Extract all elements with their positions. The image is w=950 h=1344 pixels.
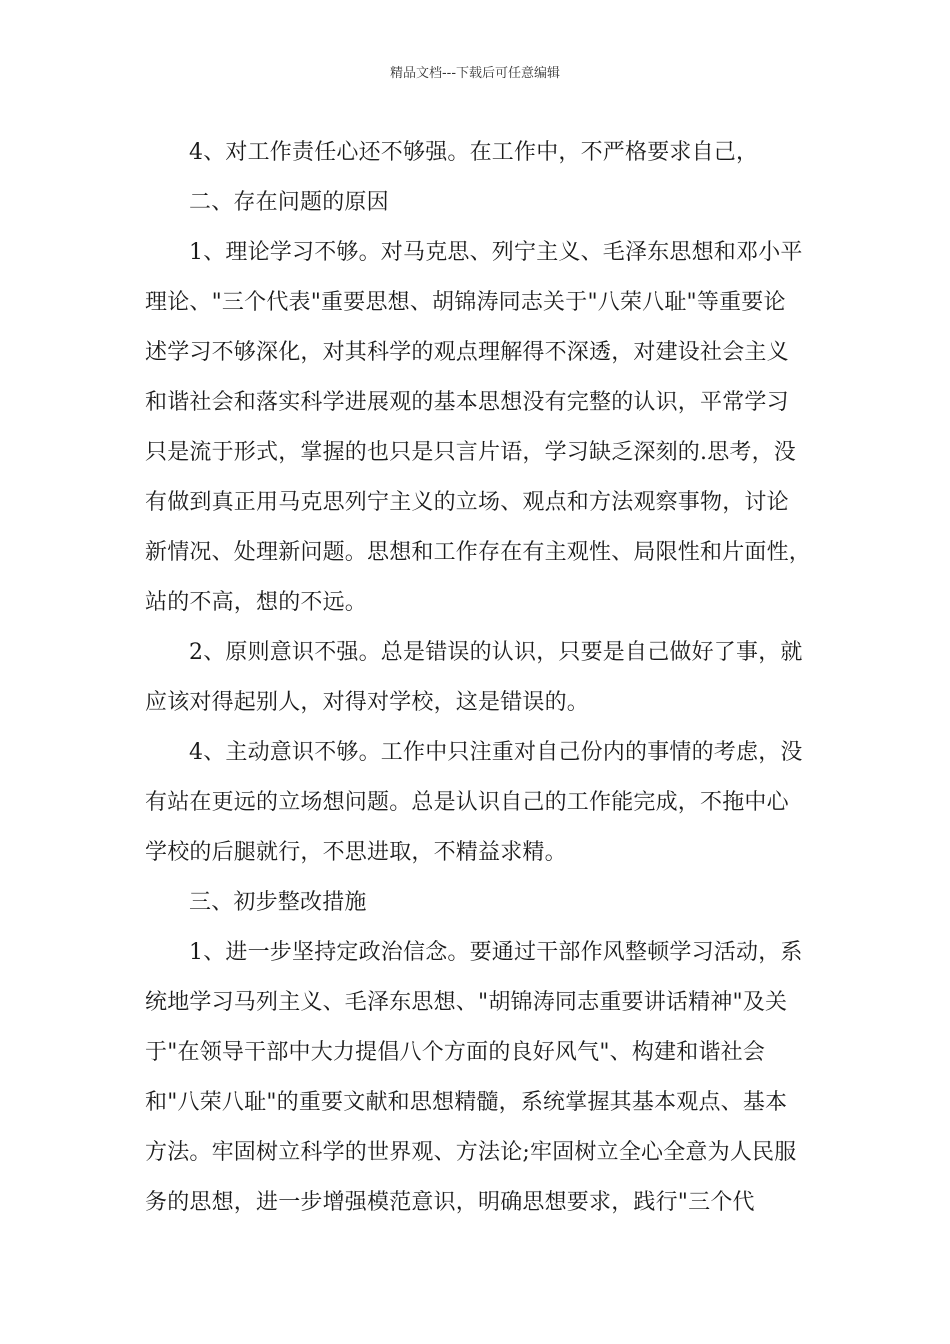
text-line: 只是流于形式，掌握的也只是只言片语，学习缺乏深刻的.思考，没 — [145, 440, 796, 465]
text-line: 有做到真正用马克思列宁主义的立场、观点和方法观察事物，讨论 — [145, 490, 789, 515]
text-line: 2、原则意识不强。总是错误的认识，只要是自己做好了事，就 — [189, 640, 803, 665]
page-header: 精品文档---下载后可任意编辑 — [389, 66, 561, 81]
text-line: 方法。牢固树立科学的世界观、方法论;牢固树立全心全意为人民服 — [145, 1140, 797, 1165]
text-line: 有站在更远的立场想问题。总是认识自己的工作能完成，不拖中心 — [145, 790, 789, 815]
section-heading: 二、存在问题的原因 — [189, 190, 389, 215]
document-body — [145, 128, 815, 1228]
text-line: 应该对得起别人，对得对学校，这是错误的。 — [145, 690, 590, 715]
text-line: 4、对工作责任心还不够强。在工作中，不严格要求自己， — [189, 140, 759, 165]
text-line: 务的思想，进一步增强模范意识，明确思想要求，践行"三个代 — [145, 1190, 755, 1215]
text-line: 1、进一步坚持定政治信念。要通过干部作风整顿学习活动，系 — [189, 940, 803, 965]
text-line: 和谐社会和落实科学进展观的基本思想没有完整的认识，平常学习 — [145, 390, 789, 415]
text-line: 4、主动意识不够。工作中只注重对自己份内的事情的考虑，没 — [189, 740, 803, 765]
text-line: 站的不高，想的不远。 — [145, 590, 368, 615]
text-line: 统地学习马列主义、毛泽东思想、"胡锦涛同志重要讲话精神"及关 — [145, 990, 788, 1015]
text-line: 新情况、处理新问题。思想和工作存在有主观性、局限性和片面性， — [145, 540, 812, 565]
text-line: 述学习不够深化，对其科学的观点理解得不深透，对建设社会主义 — [145, 340, 789, 365]
text-line: 学校的后腿就行，不思进取，不精益求精。 — [145, 840, 567, 865]
text-line: 于"在领导干部中大力提倡八个方面的良好风气"、构建和谐社会 — [145, 1040, 766, 1065]
section-heading: 三、初步整改措施 — [189, 890, 367, 915]
text-line: 和"八荣八耻"的重要文献和思想精髓，系统掌握其基本观点、基本 — [145, 1090, 788, 1115]
text-line: 1、理论学习不够。对马克思、列宁主义、毛泽东思想和邓小平 — [189, 240, 803, 265]
text-line: 理论、"三个代表"重要思想、胡锦涛同志关于"八荣八耻"等重要论 — [145, 290, 786, 315]
